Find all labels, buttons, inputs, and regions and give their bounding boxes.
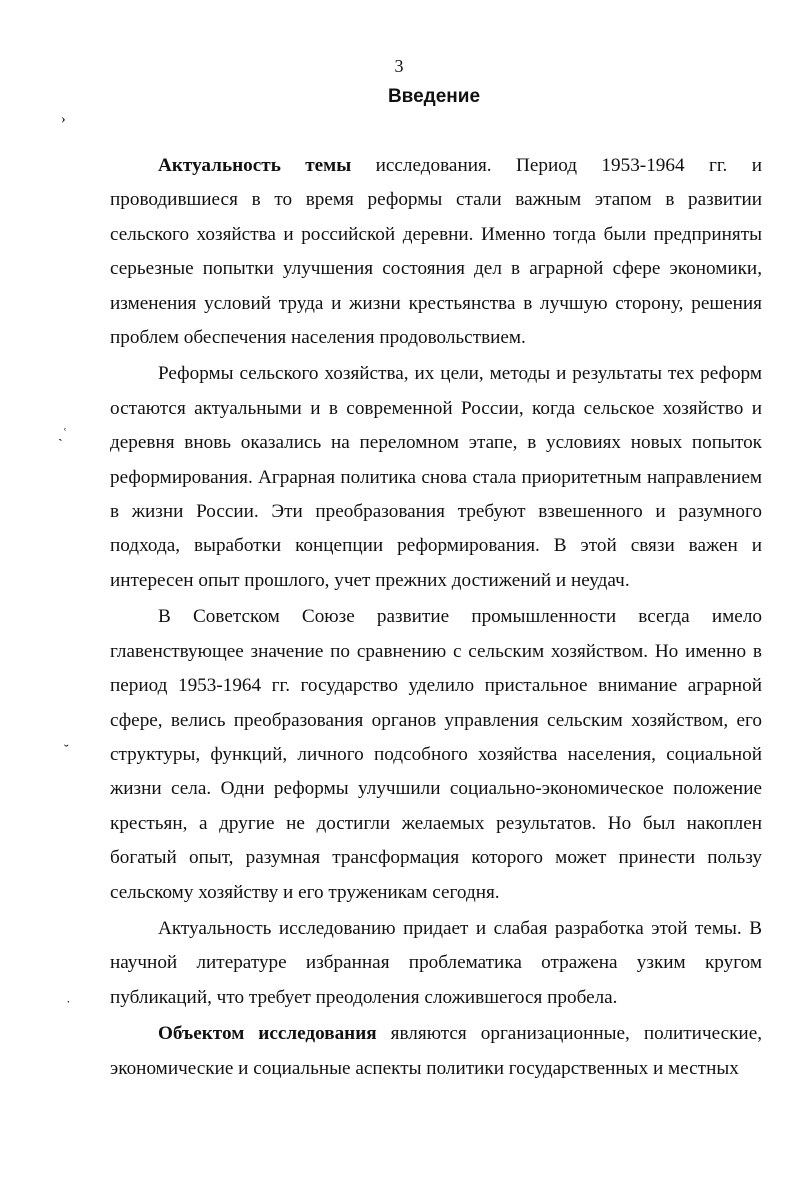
section-heading: Введение bbox=[387, 86, 481, 107]
paragraph bbox=[110, 600, 762, 910]
body-text bbox=[110, 149, 762, 1086]
paragraph-text: Актуальность исследованию придает и слабая разработка этой темы. В научной литературе избранная проблематика отражена узким кругом публикаций, что требует преодоления сложившегося пробела. bbox=[110, 917, 762, 1008]
paragraph-text: В Советском Союзе развитие промышленности всегда имело главенствующее значение по сравнению с сельским хозяйством. Но именно в период 1953-1964 гг. государство уделило пристальное внимание аграрной сфере, велись преобразования органов управления сельским хозяйством, его структуры, функций, личного подсобного хозяйства населения, социальной жизни села. Одни реформы улучшили социально-экономическое положение крестьян, а другие не достигли желаемых результатов. Но был накоплен богатый опыт, разумная трансформация которого может принести пользу сельскому хозяйству и его труженикам сегодня. bbox=[110, 606, 762, 903]
bold-lead: Актуальность темы bbox=[158, 155, 352, 176]
paragraph-text: исследования. Период 1953-1964 гг. и проводившиеся в то время реформы стали важным этапом в развитии сельского хозяйства и российской деревни. Именно тогда были предприняты серьезные попытки улучшения состояния дел в аграрной сфере экономики, изменения условий труда и жизни крестьянства в лучшую сторону, решения проблем обеспечения населения продовольствием. bbox=[110, 155, 763, 349]
paragraph bbox=[110, 912, 762, 1015]
margin-mark: ˘ bbox=[64, 743, 69, 758]
paragraph bbox=[110, 1017, 762, 1086]
bold-lead: Объектом исследования bbox=[158, 1023, 377, 1045]
margin-mark: › bbox=[61, 112, 66, 127]
page-number: 3 bbox=[394, 56, 404, 76]
paragraph-text: являются организационные, политические, экономические и социальные аспекты политики государственных и местных bbox=[110, 1023, 763, 1079]
margin-mark: ˙ bbox=[66, 999, 71, 1014]
paragraph bbox=[110, 149, 762, 355]
margin-mark: ˎʿ bbox=[58, 427, 68, 442]
paragraph bbox=[110, 357, 762, 598]
paragraph-text: Реформы сельского хозяйства, их цели, методы и результаты тех реформ остаются актуальными и в современной России, когда сельское хозяйство и деревня вновь оказались на переломном этапе, в условиях новых попыток реформирования. Аграрная политика снова стала приоритетным направлением в жизни России. Эти преобразования требуют взвешенного и разумного подхода, выработки концепции реформирования. В этой связи важен и интересен опыт прошлого, учет прежних достижений и неудач. bbox=[110, 363, 762, 591]
